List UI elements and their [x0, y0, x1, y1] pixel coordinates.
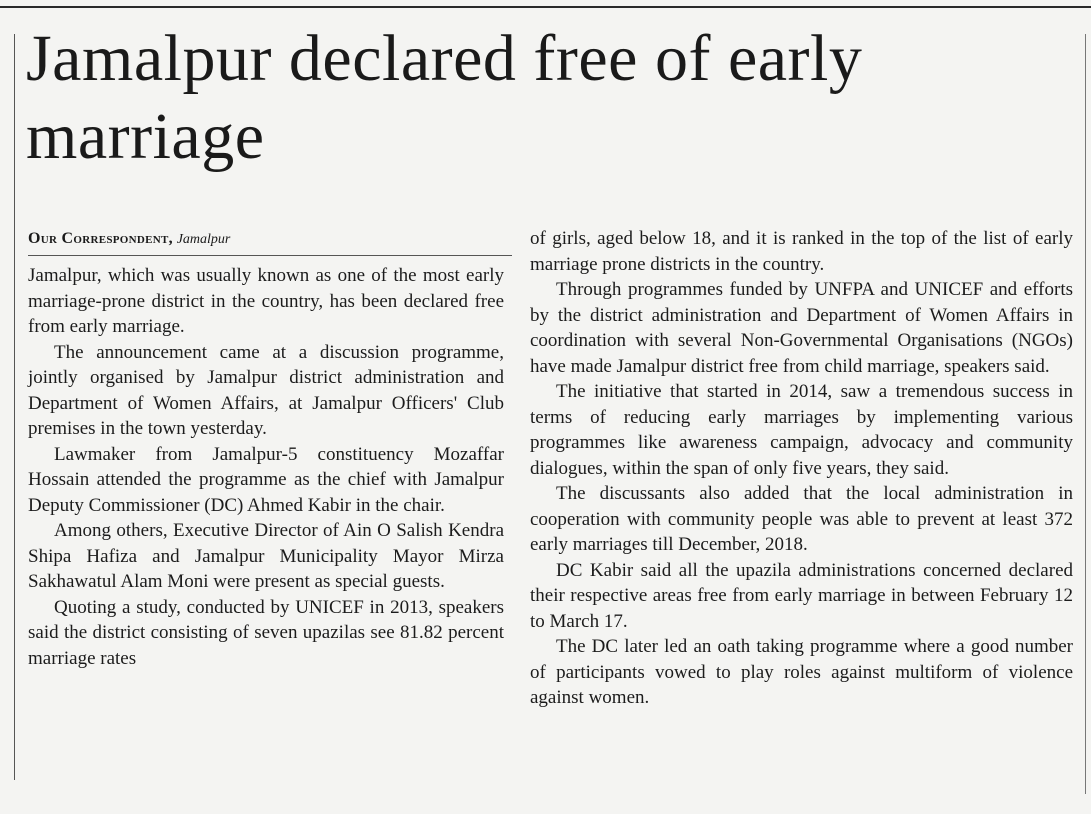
right-column-rule	[1085, 34, 1086, 794]
paragraph: Among others, Executive Director of Ain O Salish Kendra Shipa Hafiza and Jamalpur Municipality Mayor Mirza Sakhawatul Alam Moni were present as special guests.	[28, 520, 504, 592]
paragraph: Jamalpur, which was usually known as one of the most early marriage-prone district in the country, has been declared free from early marriage.	[28, 265, 504, 337]
headline: Jamalpur declared free of early marriage	[26, 22, 863, 173]
paragraph: The discussants also added that the local administration in cooperation with community people was able to prevent at least 372 early marriages till December, 2018.	[530, 483, 1073, 555]
byline-author: Our Correspondent,	[28, 230, 173, 247]
paragraph: Through programmes funded by UNFPA and UNICEF and efforts by the district administration and Department of Women Affairs in coordination with several Non-Governmental Organisations (NGOs) have made Jamalpur district free from child marriage, speakers said.	[530, 279, 1073, 377]
paragraph: Quoting a study, conducted by UNICEF in 2013, speakers said the district consisting of seven upazilas see 81.82 percent marriage rates	[28, 596, 504, 669]
byline-location: Jamalpur	[176, 232, 231, 247]
top-rule	[0, 6, 1091, 8]
article-column-right	[530, 226, 1073, 711]
article-column-left	[28, 263, 504, 671]
paragraph: The DC later led an oath taking programme where a good number of participants vowed to play roles against multiform of violence against women.	[530, 636, 1073, 708]
paragraph: The announcement came at a discussion programme, jointly organised by Jamalpur district administration and Department of Women Affairs, at Jamalpur Officers' Club premises in the town yesterday.	[28, 341, 504, 439]
paragraph: of girls, aged below 18, and it is ranked in the top of the list of early marriage prone districts in the country.	[530, 228, 1073, 275]
byline-rule	[28, 255, 512, 256]
paragraph: DC Kabir said all the upazila administrations concerned declared their respective areas free from early marriage in between February 12 to March 17.	[530, 559, 1073, 632]
paragraph: Lawmaker from Jamalpur-5 constituency Mozaffar Hossain attended the programme as the chief with Jamalpur Deputy Commissioner (DC) Ahmed Kabir in the chair.	[28, 443, 504, 516]
paragraph: The initiative that started in 2014, saw a tremendous success in terms of reducing early marriages by implementing various programmes like awareness campaign, advocacy and community dialogues, within the span of only five years, they said.	[530, 381, 1073, 479]
byline	[28, 229, 230, 250]
left-column-rule	[14, 34, 15, 780]
